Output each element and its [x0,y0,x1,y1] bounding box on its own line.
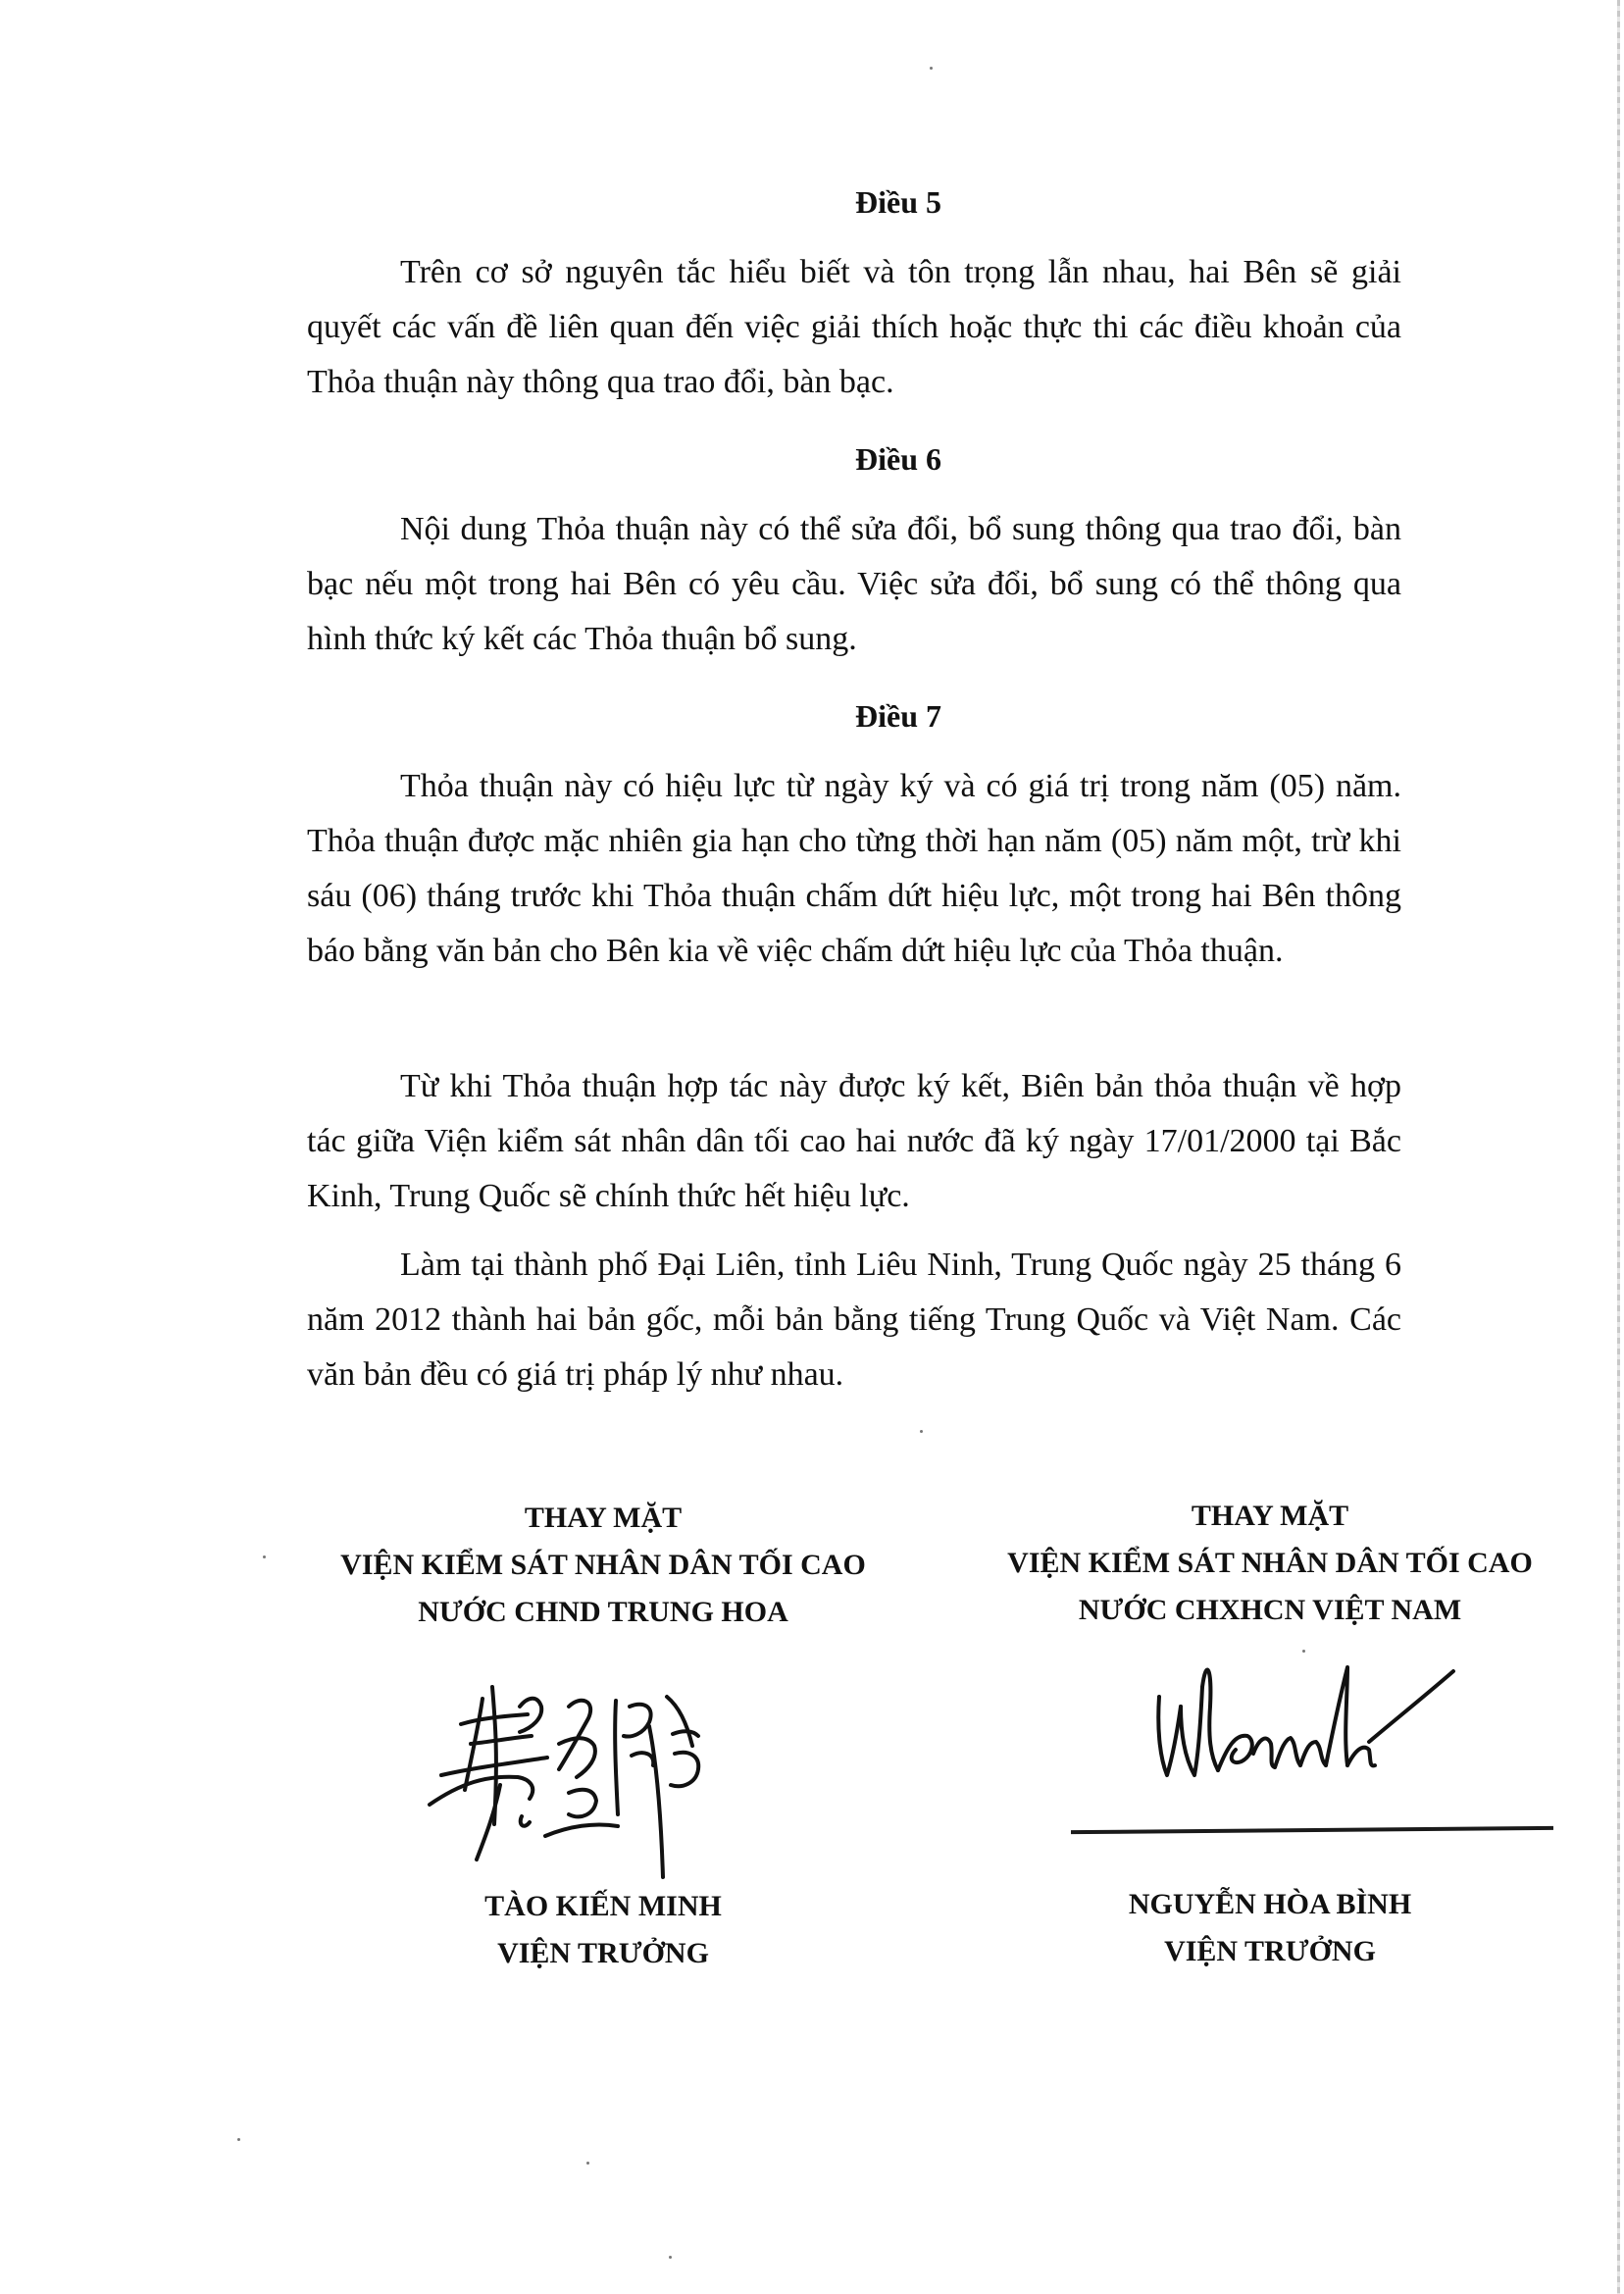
scan-speck [237,2138,240,2141]
article-7-paragraph-3: Làm tại thành phố Đại Liên, tỉnh Liêu Ninh, Trung Quốc ngày 25 tháng 6 năm 2012 thành hai bản gốc, mỗi bản bằng tiếng Trung Quốc và Việt Nam. Các văn bản đều có giá trị pháp lý như nhau. [307,1247,1401,1393]
scan-speck [1302,1650,1305,1653]
scan-speck [930,67,933,70]
left-signature-image [422,1667,755,1883]
article-6-heading: Điều 6 [855,441,941,477]
right-signatory-title: VIỆN TRƯỞNG [1164,1935,1376,1967]
scan-speck [263,1555,266,1558]
article-7-heading: Điều 7 [855,698,941,734]
right-signature-image [1138,1628,1471,1824]
article-5-paragraph-1: Trên cơ sở nguyên tắc hiểu biết và tôn trọng lẫn nhau, hai Bên sẽ giải quyết các vấn đề liên quan đến việc giải thích hoặc thực thi các điều khoản của Thỏa thuận này thông qua trao đổi, bàn bạc. [307,254,1401,400]
left-org-line-2: NƯỚC CHND TRUNG HOA [418,1596,788,1628]
scan-speck [586,2162,589,2165]
right-org-line-2: NƯỚC CHXHCN VIỆT NAM [1078,1594,1462,1626]
article-6-paragraph-1: Nội dung Thỏa thuận này có thể sửa đổi, bổ sung thông qua trao đổi, bàn bạc nếu một trong hai Bên có yêu cầu. Việc sửa đổi, bổ sung có thể thông qua hình thức ký kết các Thỏa thuận bổ sung. [307,511,1401,657]
left-signatory-title: VIỆN TRƯỞNG [497,1937,709,1969]
left-org-line-1: VIỆN KIỂM SÁT NHÂN DÂN TỐI CAO [340,1549,866,1581]
left-signatory-name: TÀO KIẾN MINH [484,1890,722,1922]
right-signature-underline [1071,1826,1553,1834]
left-on-behalf: THAY MẶT [524,1502,683,1534]
left-signatory-footer [294,1883,912,1977]
left-signatory-header [294,1495,912,1636]
right-org-line-1: VIỆN KIỂM SÁT NHÂN DÂN TỐI CAO [1007,1547,1533,1579]
right-signatory-name: NGUYỄN HÒA BÌNH [1128,1888,1412,1920]
scan-speck [669,2256,672,2259]
article-5-heading: Điều 5 [855,184,941,220]
right-signatory-header [961,1493,1579,1634]
scan-edge [1617,0,1620,2294]
article-7-paragraph-2: Từ khi Thỏa thuận hợp tác này được ký kết, Biên bản thỏa thuận về hợp tác giữa Viện kiểm sát nhân dân tối cao hai nước đã ký ngày 17/01/2000 tại Bắc Kinh, Trung Quốc sẽ chính thức hết hiệu lực. [307,1068,1401,1214]
scan-speck [920,1430,923,1433]
right-signatory-footer [961,1881,1579,1975]
article-7-paragraph-1: Thỏa thuận này có hiệu lực từ ngày ký và có giá trị trong năm (05) năm. Thỏa thuận được mặc nhiên gia hạn cho từng thời hạn năm (05) năm một, trừ khi sáu (06) tháng trước khi Thỏa thuận chấm dứt hiệu lực, một trong hai Bên thông báo bằng văn bản cho Bên kia về việc chấm dứt hiệu lực của Thỏa thuận. [307,768,1401,969]
right-on-behalf: THAY MẶT [1191,1500,1349,1532]
